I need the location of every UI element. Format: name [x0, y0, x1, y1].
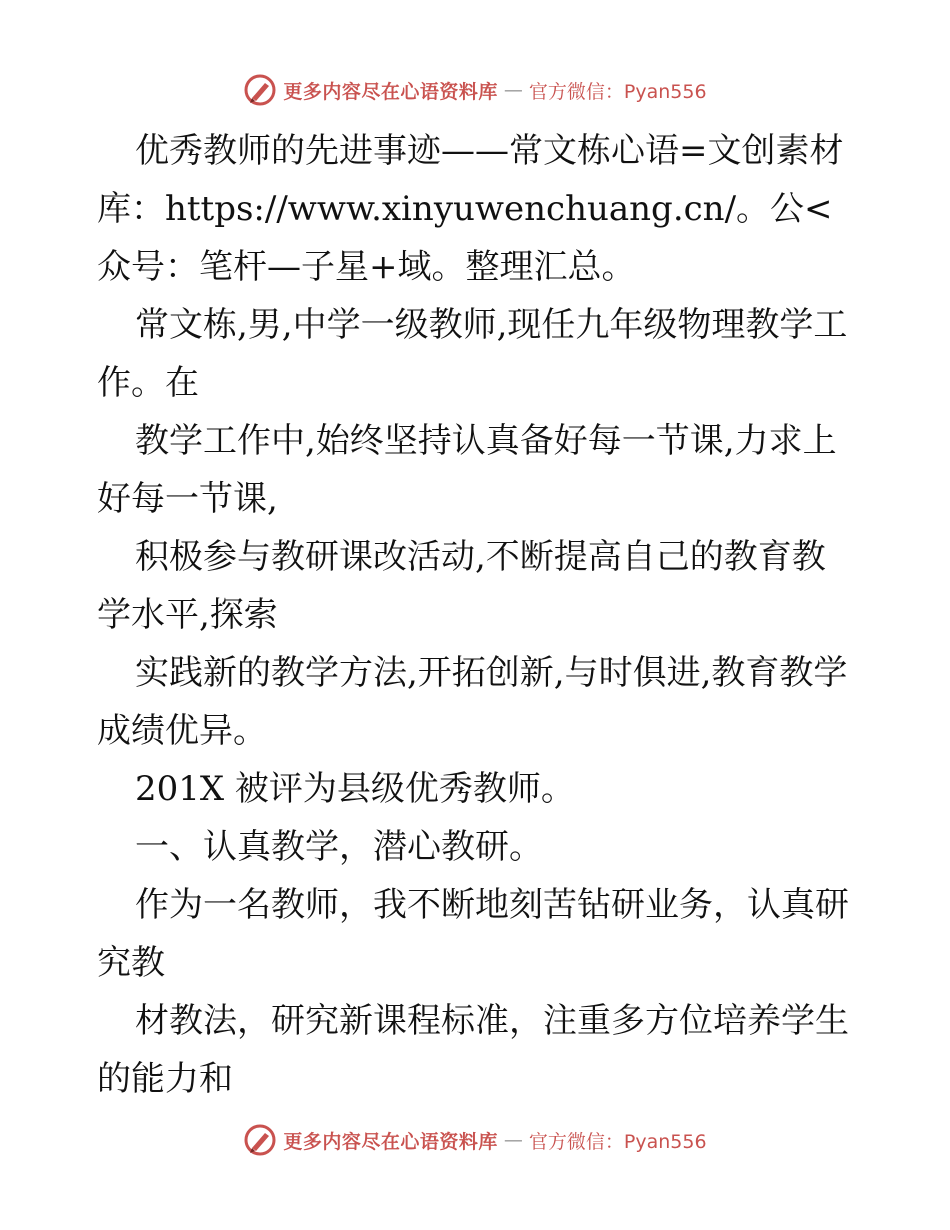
paragraph: 积极参与教研课改活动,不断提高自己的教育教学水平,探索	[97, 537, 826, 635]
paragraph-title: 优秀教师的先进事迹——常文栋心语=文创素材库：https://www.xinyuwenchuang.cn/。公<众号：笔杆—子星+域。整理汇总。	[97, 131, 844, 287]
pen-logo-icon	[243, 73, 277, 107]
footer-sub-text: 官方微信：Pyan556	[528, 1130, 707, 1153]
section-heading: 一、认真教学，潜心教研。	[135, 827, 543, 867]
header-sub-text: 官方微信：Pyan556	[528, 80, 707, 103]
paragraph: 教学工作中,始终坚持认真备好每一节课,力求上好每一节课,	[97, 421, 837, 519]
pen-logo-icon	[243, 1123, 277, 1157]
paragraph: 实践新的教学方法,开拓创新,与时俱进,教育教学成绩优异。	[97, 653, 848, 751]
header-dash: —	[503, 79, 523, 101]
footer-banner	[0, 1120, 950, 1160]
paragraph: 201X 被评为县级优秀教师。	[135, 769, 575, 809]
document-body	[97, 122, 857, 1108]
footer-main-text: 更多内容尽在心语资料库	[283, 1130, 498, 1153]
footer-dash: —	[503, 1129, 523, 1151]
header-main-text: 更多内容尽在心语资料库	[283, 80, 498, 103]
paragraph: 材教法，研究新课程标准，注重多方位培养学生的能力和	[97, 1001, 849, 1099]
header-banner	[0, 70, 950, 110]
paragraph: 作为一名教师，我不断地刻苦钻研业务，认真研究教	[97, 885, 849, 983]
paragraph: 常文栋,男,中学一级教师,现任九年级物理教学工作。在	[97, 305, 848, 403]
